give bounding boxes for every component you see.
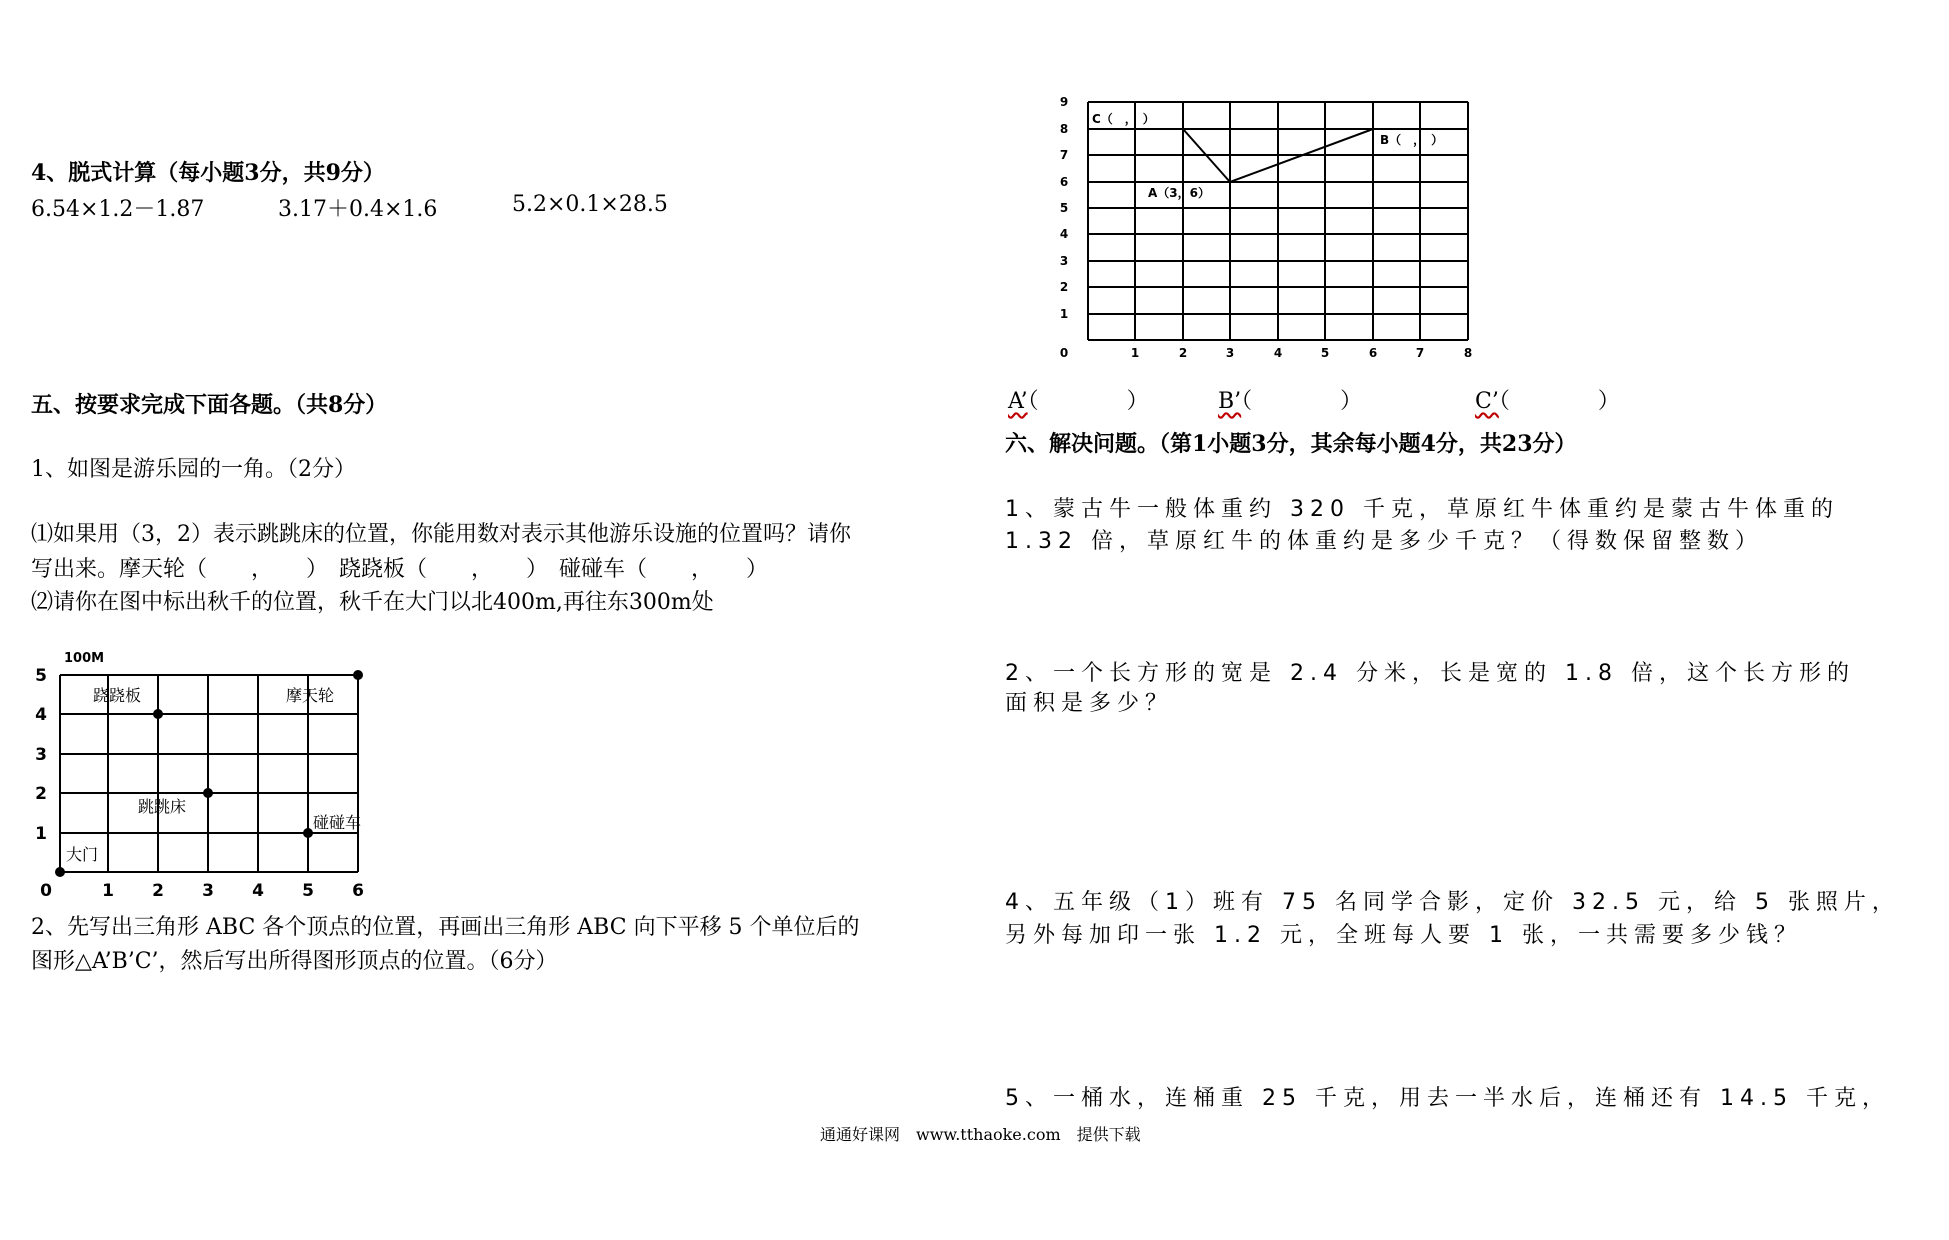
answer-c-prime-name: C’ xyxy=(1475,389,1499,414)
park-x-tick: 4 xyxy=(252,881,264,901)
section5-heading: 五、按要求完成下面各题。（共8分） xyxy=(31,392,388,418)
vertex-a-label: A（3，6） xyxy=(1148,186,1210,200)
answer-a-prime-name: A’ xyxy=(1008,389,1028,414)
park-scale-label: 100M xyxy=(64,651,105,666)
s6-q4-line1: 4、五年级（1）班有 75 名同学合影，定价 32.5 元，给 5 张照片， xyxy=(1005,890,1900,915)
s6-q5-line1: 5、一桶水，连桶重 25 千克，用去一半水后，连桶还有 14.5 千克， xyxy=(1005,1086,1890,1111)
tri-y-tick: 9 xyxy=(1059,95,1069,109)
s6-q2-line1: 2、一个长方形的宽是 2.4 分米，长是宽的 1.8 倍，这个长方形的 xyxy=(1005,661,1855,686)
tri-y-tick: 8 xyxy=(1059,122,1069,136)
s5-q1-title: 1、如图是游乐园的一角。（2分） xyxy=(31,457,356,482)
tri-x-tick: 6 xyxy=(1368,346,1378,360)
s6-q1-line2: 1.32 倍，草原红牛的体重约是多少千克？（得数保留整数） xyxy=(1005,529,1763,554)
tri-y-tick: 5 xyxy=(1059,201,1069,215)
seesaw-label: 跷跷板 xyxy=(93,686,142,705)
answer-b-prime xyxy=(1218,384,1362,415)
s6-q1-line1: 1、蒙古牛一般体重约 320 千克，草原红牛体重约是蒙古牛体重的 xyxy=(1005,497,1839,522)
tri-y-tick: 1 xyxy=(1059,307,1069,321)
answer-b-prime-name: B’ xyxy=(1218,389,1242,414)
vertex-c-label: C（ ， ） xyxy=(1092,112,1155,126)
park-y-tick: 5 xyxy=(35,666,47,686)
park-x-tick: 3 xyxy=(202,881,214,901)
gate-point xyxy=(55,867,65,877)
q4-heading: 4、脱式计算（每小题3分，共9分） xyxy=(31,160,385,186)
answer-b-prime-blank: （ ） xyxy=(1241,389,1363,414)
trampoline-point xyxy=(203,788,213,798)
tri-x-tick: 3 xyxy=(1225,346,1235,360)
park-x-tick: 5 xyxy=(302,881,314,901)
tri-y-tick: 3 xyxy=(1059,254,1069,268)
bumper-car-label: 碰碰车 xyxy=(313,813,362,832)
bumper-car-point xyxy=(303,828,313,838)
park-y-tick: 4 xyxy=(35,705,47,725)
tri-x-tick: 2 xyxy=(1178,346,1188,360)
answer-a-prime-blank: （ ） xyxy=(1027,389,1149,414)
tri-x-tick: 0 xyxy=(1059,346,1069,360)
trampoline-label: 跳跳床 xyxy=(138,797,187,816)
q4-expr-1: 6.54×1.2－1.87 xyxy=(31,197,205,222)
s5-q2-line1: 2、先写出三角形 ABC 各个顶点的位置，再画出三角形 ABC 向下平移 5 个单位后的 xyxy=(31,915,860,940)
tri-x-tick: 7 xyxy=(1415,346,1425,360)
tri-x-tick: 8 xyxy=(1463,346,1473,360)
s5-q1-part1-line2: 写出来。摩天轮（ ， ） 跷跷板（ ， ） 碰碰车（ ， ） xyxy=(31,557,769,582)
vertex-b-label: B（ ， ） xyxy=(1380,133,1444,147)
s5-q1-part2: ⑵请你在图中标出秋千的位置，秋千在大门以北400m,再往东300m处 xyxy=(31,590,714,615)
tri-y-tick: 7 xyxy=(1059,148,1069,162)
section6-heading: 六、解决问题。（第1小题3分，其余每小题4分，共23分） xyxy=(1005,431,1577,457)
answer-c-prime-blank: （ ） xyxy=(1498,389,1620,414)
park-y-tick: 3 xyxy=(35,745,47,765)
answer-a-prime xyxy=(1008,384,1149,415)
s6-q2-line2: 面积是多少？ xyxy=(1005,691,1174,716)
park-x-tick: 6 xyxy=(352,881,364,901)
tri-y-tick: 4 xyxy=(1059,227,1069,241)
park-x-tick: 0 xyxy=(40,881,52,901)
park-grid-figure xyxy=(0,640,400,905)
tri-x-tick: 4 xyxy=(1273,346,1283,360)
triangle-grid-figure xyxy=(1040,90,1500,370)
q4-expr-3: 5.2×0.1×28.5 xyxy=(512,192,668,217)
s5-q2-line2: 图形△A’B’C’，然后写出所得图形顶点的位置。（6分） xyxy=(31,949,558,974)
park-y-tick: 2 xyxy=(35,784,47,804)
s5-q1-part1-line1: ⑴如果用（3，2）表示跳跳床的位置，你能用数对表示其他游乐设施的位置吗？请你 xyxy=(31,522,851,547)
ferris-wheel-point xyxy=(353,670,363,680)
seesaw-point xyxy=(153,709,163,719)
q4-expr-2: 3.17＋0.4×1.6 xyxy=(278,197,438,222)
tri-y-tick: 2 xyxy=(1059,280,1069,294)
tri-y-tick: 6 xyxy=(1059,175,1069,189)
park-y-tick: 1 xyxy=(35,824,47,844)
tri-x-tick: 1 xyxy=(1130,346,1140,360)
gate-label: 大门 xyxy=(66,845,99,864)
s6-q4-line2: 另外每加印一张 1.2 元，全班每人要 1 张，一共需要多少钱？ xyxy=(1005,923,1802,948)
answer-c-prime xyxy=(1475,384,1620,415)
tri-x-tick: 5 xyxy=(1320,346,1330,360)
footer-credit: 通通好课网 www.tthaoke.com 提供下载 xyxy=(820,1125,1141,1144)
ferris-wheel-label: 摩天轮 xyxy=(286,686,335,705)
park-x-tick: 1 xyxy=(102,881,114,901)
park-x-tick: 2 xyxy=(152,881,164,901)
